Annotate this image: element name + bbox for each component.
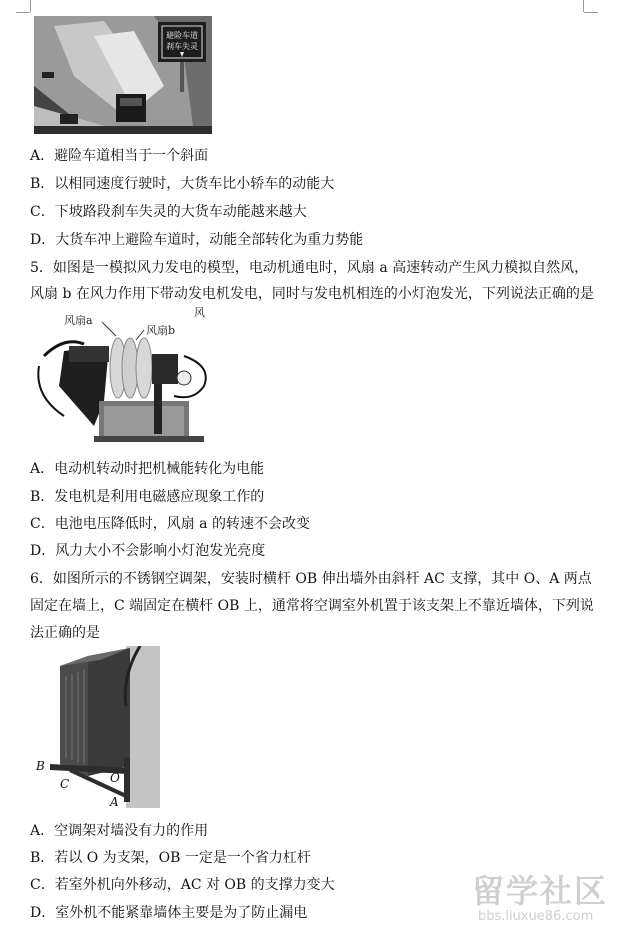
- q6-stem-line1: 6．如图所示的不锈钢空调架，安装时横杆 OB 伸出墙外由斜杆 AC 支撑，其中 O、A 两点: [30, 571, 592, 587]
- label-o: O: [110, 771, 120, 785]
- q4-option-c: C．下坡路段刹车失灵的大货车动能越来越大: [30, 204, 307, 220]
- q4-option-a: A．避险车道相当于一个斜面: [30, 148, 209, 164]
- q5-stem-line1: 5．如图是一模拟风力发电的模型，电动机通电时，风扇 a 高速转动产生风力模拟自然风，: [30, 260, 589, 276]
- q4-option-d: D．大货车冲上避险车道时，动能全部转化为重力势能: [30, 232, 364, 248]
- q6-option-b: B．若以 O 为支架，OB 一定是一个省力杠杆: [30, 850, 311, 866]
- escape-lane-photo: [34, 16, 212, 134]
- crop-mark-right: [583, 0, 584, 12]
- crop-mark-right-h: [584, 12, 598, 13]
- crop-mark-left: [30, 0, 31, 12]
- q6-option-d: D．室外机不能紧靠墙体主要是为了防止漏电: [30, 905, 308, 921]
- ac-bracket-photo: [30, 646, 160, 808]
- q5-option-d: D．风力大小不会影响小灯泡发光亮度: [30, 543, 266, 559]
- q6-stem-line3: 法正确的是: [30, 625, 100, 641]
- label-b: B: [36, 759, 45, 773]
- q6-option-c: C．若室外机向外移动，AC 对 OB 的支撑力变大: [30, 877, 335, 893]
- wind-model-photo: [34, 306, 212, 452]
- fan-b-label: 风扇b: [146, 324, 176, 337]
- fan-top-text: 风: [194, 306, 205, 319]
- q5-option-b: B．发电机是利用电磁感应现象工作的: [30, 489, 265, 505]
- sign-text-1: 避险车道: [166, 31, 198, 40]
- sign-text-2: 刹车失灵: [166, 42, 198, 51]
- q6-option-a: A．空调架对墙没有力的作用: [30, 823, 209, 839]
- q6-stem-line2: 固定在墙上，C 端固定在横杆 OB 上，通常将空调室外机置于该支架上不靠近墙体，下列说: [30, 598, 594, 614]
- q5-option-c: C．电池电压降低时，风扇 a 的转速不会改变: [30, 516, 310, 532]
- q5-option-a: A．电动机转动时把机械能转化为电能: [30, 461, 265, 477]
- label-c: C: [60, 777, 70, 791]
- watermark-logo: 留学社区: [472, 872, 609, 910]
- watermark-url: bbs.liuxue86.com: [478, 909, 594, 924]
- crop-mark-left-h: [16, 12, 30, 13]
- fan-a-label: 风扇a: [64, 314, 93, 327]
- q4-option-b: B．以相同速度行驶时，大货车比小轿车的动能大: [30, 176, 335, 192]
- q5-stem-line2: 风扇 b 在风力作用下带动发电机发电，同时与发电机相连的小灯泡发光，下列说法正确的是: [30, 286, 594, 302]
- label-a: A: [110, 795, 119, 808]
